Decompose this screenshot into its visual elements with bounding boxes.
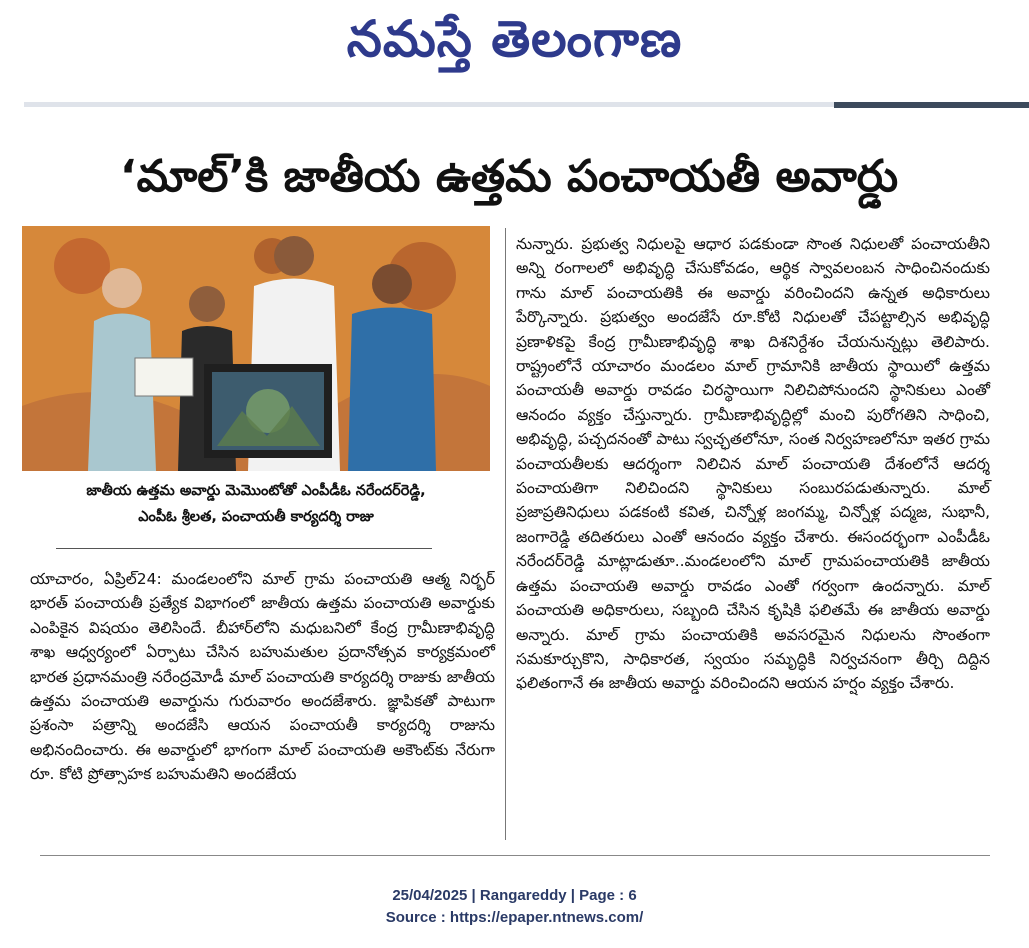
source-link[interactable]: Source : https://epaper.ntnews.com/ <box>385 909 644 926</box>
article-photo <box>22 226 490 471</box>
masthead-divider-dark <box>834 102 1029 108</box>
caption-divider <box>56 548 432 549</box>
edition-info: 25/04/2025 | Rangareddy | Page : 6 <box>392 887 637 904</box>
award-ceremony-illustration <box>22 226 490 471</box>
caption-line-1: జాతీయ ఉత్తమ అవార్డు మెమొంటోతో ఎంపీడీఓ నరేందర్‌రెడ్డి, <box>86 483 426 499</box>
article-body-right-column: నున్నారు. ప్రభుత్వ నిధులపై ఆధార పడకుండా సొంత నిధులతో పంచాయతీని అన్ని రంగాలలో అభివృద్ధి చేసుకోవడం, ఆర్థిక స్వావలంబన సాధించినందుకు గాను మాల్ పంచాయతికి ఈ అవార్డు వరించిందని ఉన్నత అధికారులు పేర్కొన్నారు. ప్రభుత్వం అందజేసే రూ.కోటి నిధులతో చేపట్టాల్సిన అభివృద్ధి ప్రణాళికపై కేంద్ర గ్రామీణాభివృద్ధి శాఖ దిశనిర్దేశం చేయనున్నట్లు తెలిపారు. రాష్ట్రంలోనే యాచారం మండలం మాల్ గ్రామానికి జాతీయ స్థాయిలో ఉత్తమ పంచాయతీ అవార్డు రావడం చిరస్థాయిగా నిలిచిపోనుందని స్థానికులు ఎంతో ఆనందం వ్యక్తం చేస్తున్నారు. గ్రామీణాభివృద్ధిల్లో మంచి పురోగతిని సాధించి, అభివృద్ధి, పచ్చదనంతో పాటు స్వచ్ఛతలోనూ, సంత నిర్వహణలోనూ ఇతర గ్రామ పంచాయతీలకు ఆదర్శంగా నిలిచిన మాల్ పంచాయతి దేశంలోనే ఆదర్శ పంచాయతిగా నిలిచిందని స్థానికులు సంబురపడుతున్నారు. మాల్ ప్రజాప్రతినిధులు పడకంటి కవిత, చిన్నోళ్ల జంగమ్మ, చిన్నోళ్ల పద్మజ, సుభానీ, జంగారెడ్డి తదితరులు ఎంతో ఆనందం వ్యక్తం చేశారు. ఈసందర్భంగా ఎంపీడీఓ నరేందర్‌రెడ్డి మాట్లాడుతూ..మండలంలోని మాల్ గ్రామపంచాయతికి జాతీయ ఉత్తమ పంచాయతి అవార్డు రావడం ఎంతో గర్వంగా ఉందన్నారు. మాల్ పంచాయతి అధికారులు, సబ్బంది చేసిన కృషికి ఫలితమే ఈ జాతీయ అవార్డు అన్నారు. మాల్ గ్రామ పంచాయతికి అవసరమైన నిధులను సొంతంగా సమకూర్చుకొని, సాధికారత, స్వయం సమృద్ధికి నిర్వచనంగా తీర్చి దిద్దిన ఫలితంగానే ఈ జాతీయ అవార్డు వరించిందని ఆయన హర్షం వ్యక్తం చేశారు. <box>516 235 990 693</box>
newspaper-masthead: నమస్తే తెలంగాణ <box>346 10 683 68</box>
photo-caption <box>22 478 490 530</box>
column-divider <box>505 228 506 840</box>
footer-divider <box>40 855 990 856</box>
masthead-divider-light <box>24 102 834 107</box>
article-body-left-column: యాచారం, ఏప్రిల్24: మండలంలోని మాల్ గ్రామ పంచాయతి ఆత్మ నిర్భర్ భారత్ పంచాయతీ ప్రత్యేక విభాగంలో జాతీయ ఉత్తమ పంచాయతి అవార్డుకు ఎంపికైన విషయం తెలిసిందే. బీహార్‌లోని మధుబనిలో కేంద్ర గ్రామీణాభివృద్ధి శాఖ ఆధ్వర్యంలో ఏర్పాటు చేసిన బహుమతుల ప్రదానోత్సవ కార్యక్రమంలో భారత ప్రధానమంత్రి నరేంద్రమోడీ మాల్ పంచాయతి కార్యదర్శి రాజుకు జాతీయ ఉత్తమ పంచాయతి అవార్డును గురువారం అందజేశారు. జ్ఞాపికతో పాటుగా ప్రశంసా పత్రాన్ని అందజేసి ఆయన పంచాయతీ కార్యదర్శి రాజును అభినందించారు. ఈ అవార్డులో భాగంగా మాల్ పంచాయతి అకౌంట్‌కు నేరుగా రూ. కోటి ప్రోత్సాహక బహుమతిని అందజేయ <box>30 570 495 784</box>
article-headline: ‘మాల్’కి జాతీయ ఉత్తమ పంచాయతీ అవార్డు <box>119 151 899 202</box>
caption-line-2: ఎంపీఓ శ్రీలత, పంచాయతీ కార్యదర్శి రాజు <box>138 509 374 525</box>
